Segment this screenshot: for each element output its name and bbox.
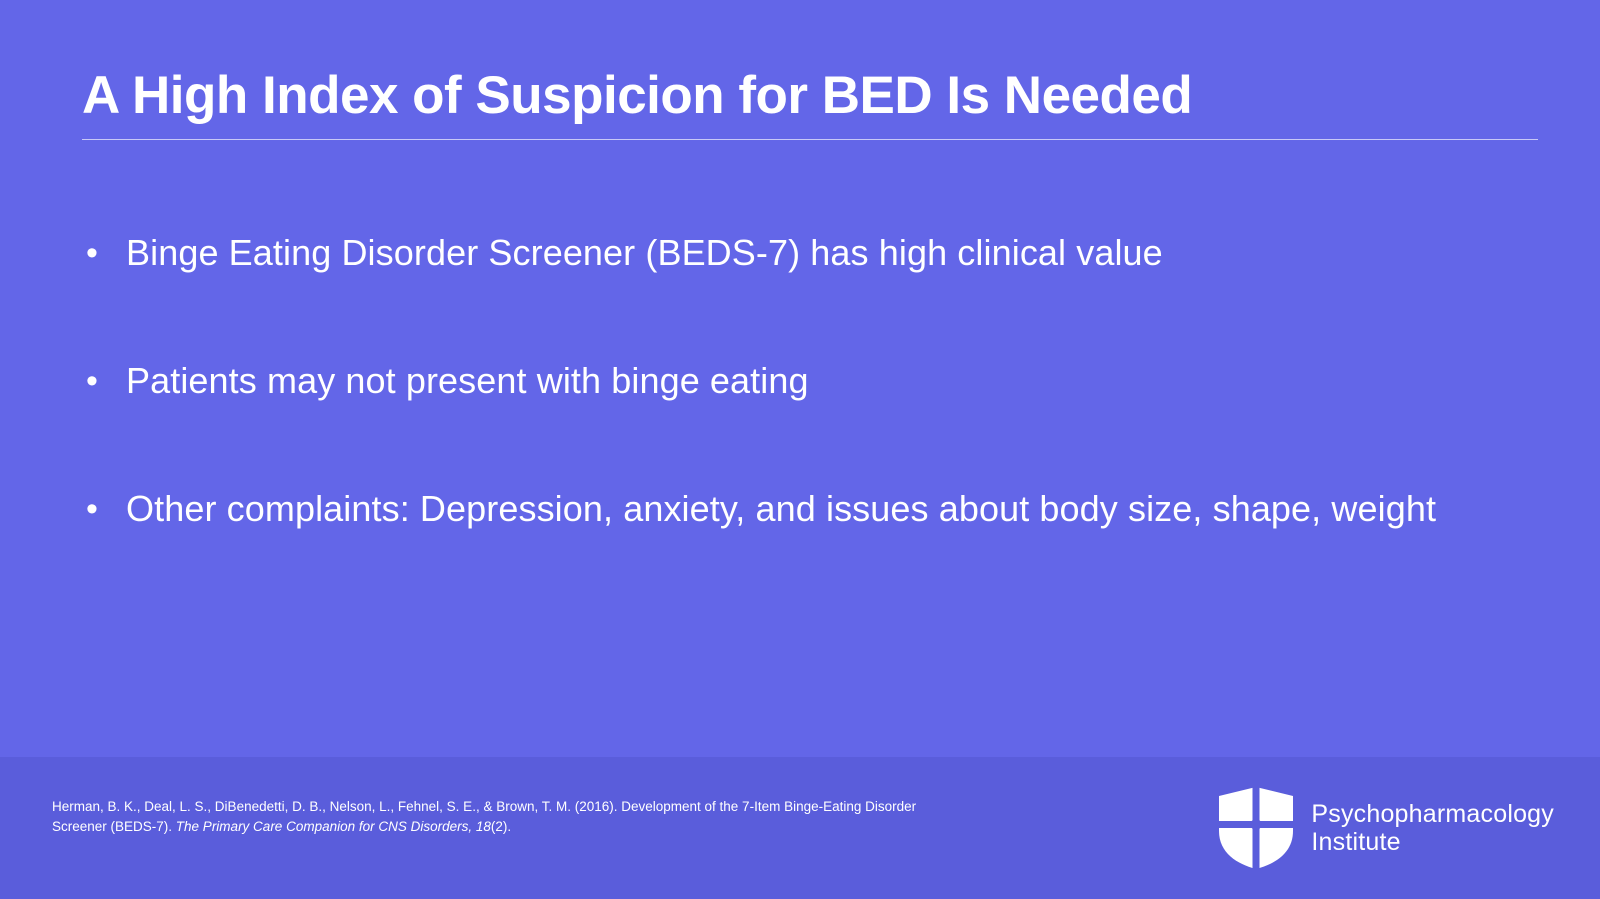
brand-lockup — [1219, 787, 1554, 869]
list-item-text: Binge Eating Disorder Screener (BEDS-7) has high clinical value — [126, 232, 1163, 273]
title-block — [82, 66, 1538, 140]
citation-part-two: (2). — [490, 818, 512, 834]
bullet-marker-icon: • — [86, 490, 98, 528]
citation-journal: The Primary Care Companion for CNS Disorders, 18 — [175, 818, 491, 834]
slide-footer — [0, 757, 1600, 899]
bullet-list — [78, 228, 1538, 534]
bullet-marker-icon: • — [86, 234, 98, 272]
bullet-marker-icon: • — [86, 362, 98, 400]
citation-part-one: Herman, B. K., Deal, L. S., DiBenedetti, D. B., Nelson, L., Fehnel, S. E., & Brown, T. M. (2016). Development of the 7-Item Binge-Eating Disorder Screener (BEDS-7). — [52, 799, 917, 834]
list-item-text: Other complaints: Depression, anxiety, and issues about body size, shape, weight — [126, 488, 1437, 529]
citation-text — [52, 797, 932, 836]
brand-name-line1: Psychopharmacology — [1311, 800, 1554, 828]
list-item-text: Patients may not present with binge eating — [126, 360, 809, 401]
list-item — [78, 484, 1538, 534]
title-divider — [82, 139, 1538, 140]
brand-name-line2: Institute — [1311, 828, 1401, 856]
page-title: A High Index of Suspicion for BED Is Needed — [82, 66, 1193, 125]
list-item — [78, 228, 1538, 278]
shield-logo-icon — [1219, 787, 1293, 869]
list-item — [78, 356, 1538, 406]
brand-name — [1311, 800, 1554, 856]
